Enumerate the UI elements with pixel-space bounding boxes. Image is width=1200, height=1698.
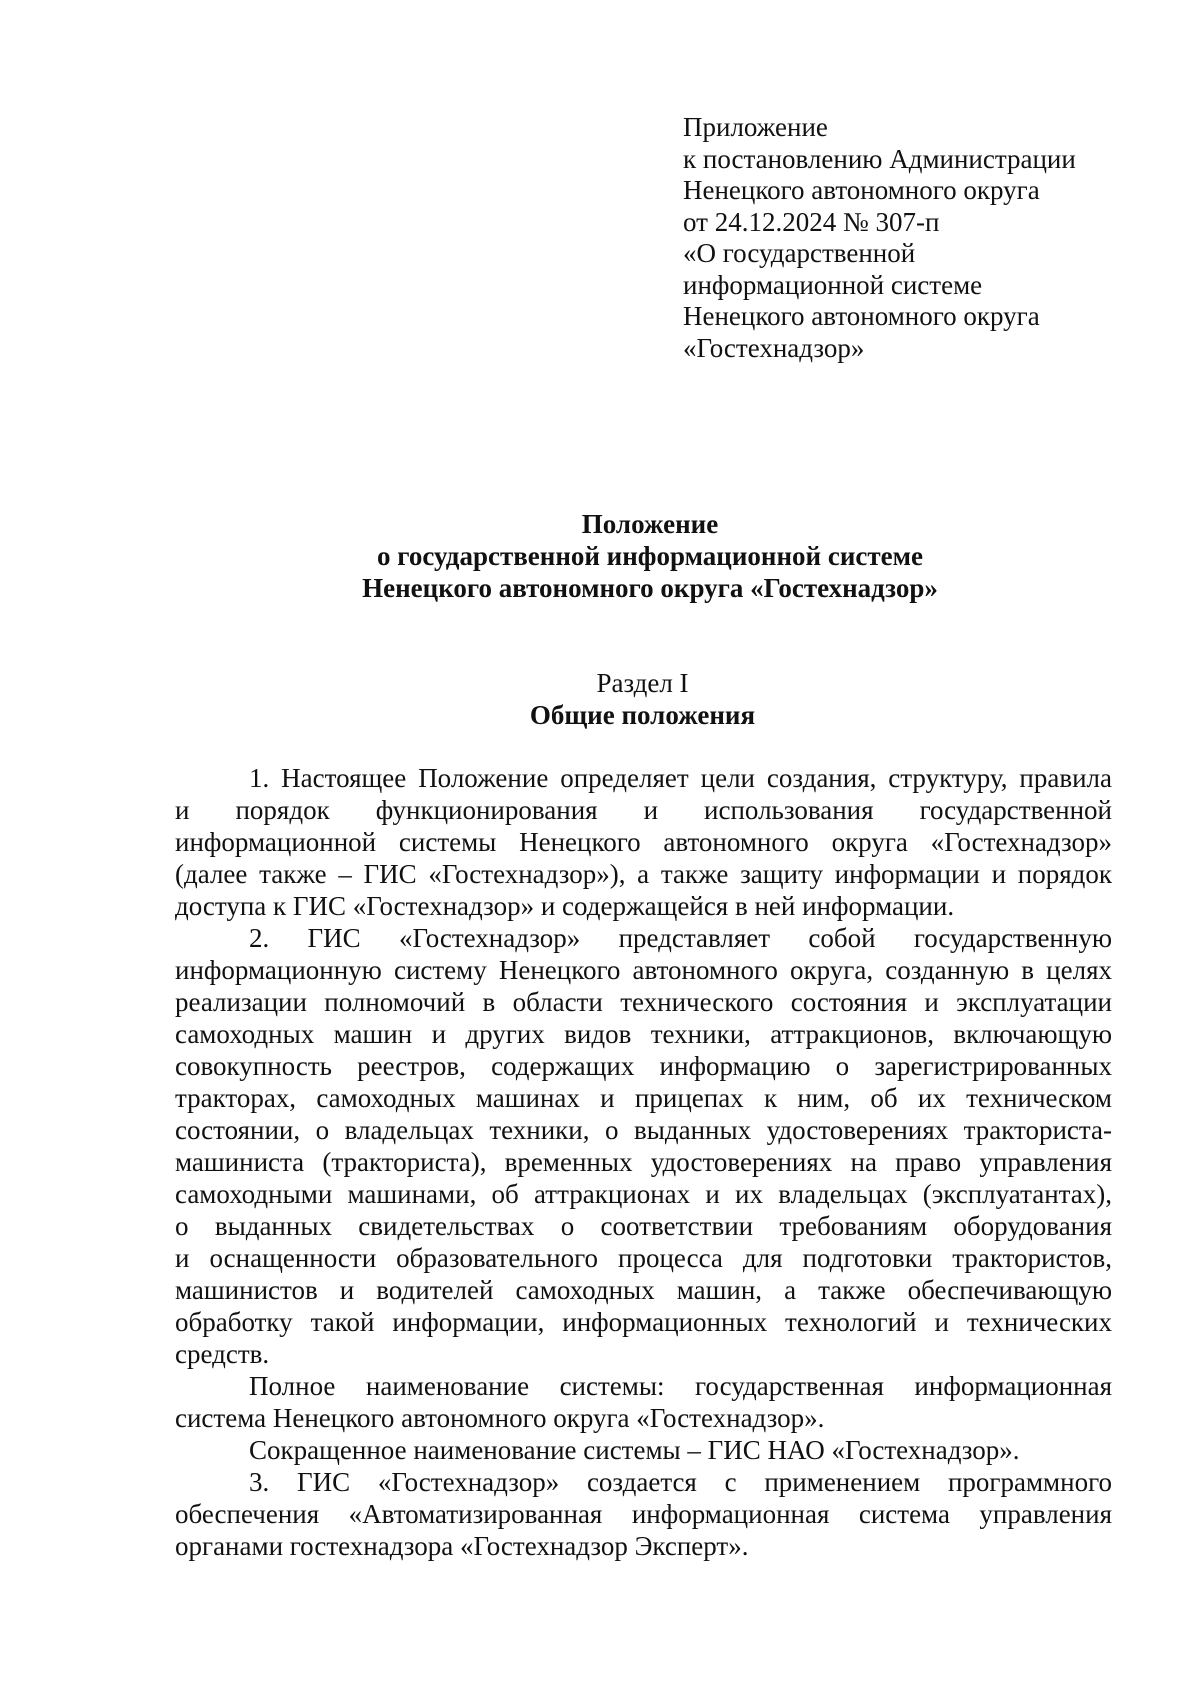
paragraph [175, 762, 1112, 922]
paragraph-line: самоходными машинами, об аттракционах и их владельцах (эксплуатантах), [175, 1179, 1112, 1209]
appendix-line: информационной системе [683, 269, 983, 300]
paragraph [175, 1434, 1112, 1466]
paragraph-line: система Ненецкого автономного округа «Гостехнадзор». [175, 1403, 825, 1433]
paragraph-line: (далее также – ГИС «Гостехнадзор»), а также защиту информации и порядок [175, 859, 1112, 889]
paragraph-line: и оснащенности образовательного процесса для подготовки трактористов, [175, 1243, 1112, 1273]
title-line: о государственной информационной системе [377, 541, 923, 571]
appendix-line: от 24.12.2024 № 307-п [683, 206, 940, 237]
section-number: Раздел I [596, 668, 689, 698]
paragraph-line: 3. ГИС «Гостехнадзор» создается с применением программного [249, 1467, 1112, 1497]
paragraph-line: машиниста (тракториста), временных удостоверениях на право управления [175, 1147, 1112, 1177]
paragraph [175, 1370, 1112, 1434]
paragraph [175, 1466, 1112, 1562]
paragraph-line: информационную систему Ненецкого автономного округа, созданную в целях [175, 955, 1112, 985]
appendix-block [683, 112, 1076, 364]
title-line: Положение [581, 509, 719, 539]
paragraph-line: органами гостехнадзора «Гостехнадзор Эксперт». [175, 1531, 749, 1561]
paragraph-line: реализации полномочий в области технического состояния и эксплуатации [175, 987, 1112, 1017]
appendix-line: к постановлению Администрации [683, 143, 1076, 174]
paragraph-line: Полное наименование системы: государственная информационная [249, 1371, 1112, 1401]
document-title [0, 508, 1200, 604]
paragraph-line: тракторах, самоходных машинах и прицепах к ним, об их техническом [175, 1083, 1112, 1113]
title-line: Ненецкого автономного округа «Гостехнадзор» [362, 573, 938, 603]
section-heading: Общие положения [529, 700, 756, 730]
section-header [0, 667, 1200, 731]
paragraph-line: информационной системы Ненецкого автономного округа «Гостехнадзор» [175, 827, 1112, 857]
appendix-line: Ненецкого автономного округа [683, 175, 1040, 205]
appendix-line: Ненецкого автономного округа [683, 301, 1040, 331]
paragraph-line: совокупность реестров, содержащих информацию о зарегистрированных [175, 1051, 1112, 1081]
paragraph-line: 1. Настоящее Положение определяет цели создания, структуру, правила [249, 763, 1112, 793]
paragraph-line: и порядок функционирования и использования государственной [175, 795, 1112, 825]
appendix-line: Приложение [683, 112, 828, 142]
paragraph-line: самоходных машин и других видов техники, аттракционов, включающую [175, 1019, 1112, 1049]
appendix-line: «Гостехнадзор» [683, 332, 865, 363]
paragraph-line: 2. ГИС «Гостехнадзор» представляет собой государственную [249, 923, 1112, 953]
paragraph-line: Сокращенное наименование системы – ГИС НАО «Гостехнадзор». [249, 1435, 1020, 1465]
paragraph-line: состоянии, о владельцах техники, о выданных удостоверениях тракториста- [175, 1115, 1112, 1145]
paragraph-line: обработку такой информации, информационных технологий и технических [175, 1307, 1112, 1337]
paragraph-line: машинистов и водителей самоходных машин, а также обеспечивающую [175, 1275, 1112, 1305]
paragraph-line: обеспечения «Автоматизированная информационная система управления [175, 1499, 1112, 1529]
appendix-line: «О государственной [683, 238, 916, 268]
paragraph [175, 922, 1112, 1370]
paragraph-line: о выданных свидетельствах о соответствии требованиям оборудования [175, 1211, 1112, 1241]
paragraph-line: доступа к ГИС «Гостехнадзор» и содержащейся в ней информации. [175, 891, 955, 921]
document-body [175, 762, 1112, 1562]
paragraph-line: средств. [175, 1339, 270, 1369]
